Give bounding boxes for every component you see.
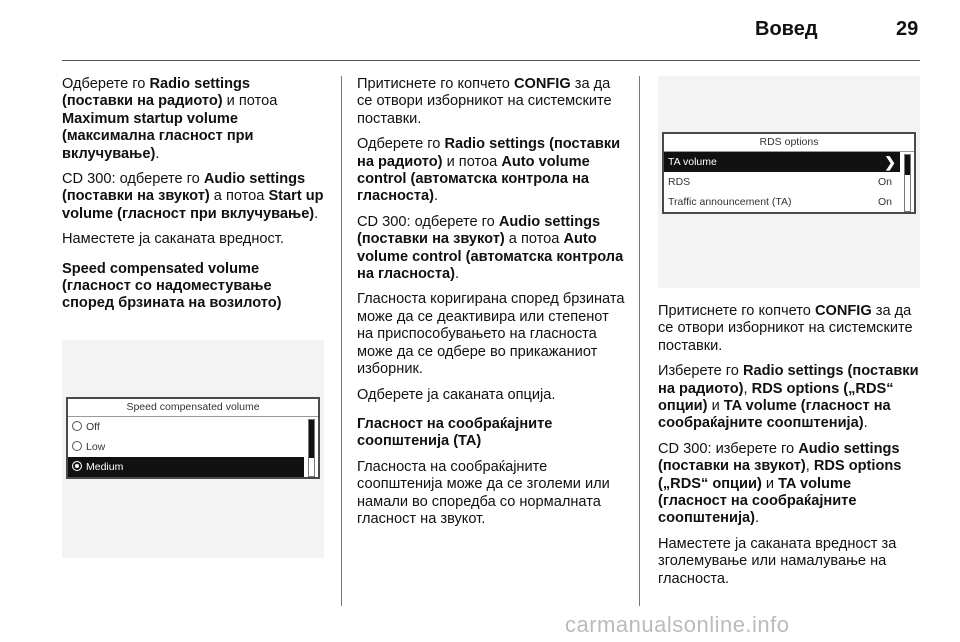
radio-unchecked-icon <box>72 441 82 451</box>
paragraph: CD 300: одберете го Audio settings (поставки на звукот) а потоа Auto volume control (автоматска контрола на гласноста). <box>357 213 624 283</box>
paragraph: Одберете го Radio settings (поставки на радиото) и потоа Maximum startup volume (максимална гласност при вклучување). <box>62 76 278 162</box>
scrollbar[interactable] <box>308 419 315 477</box>
display-screen <box>662 132 916 214</box>
menu-item-traffic-announcement[interactable]: Traffic announcement (TA) On <box>668 196 892 208</box>
column-divider-2 <box>639 76 640 606</box>
column-3 <box>658 303 923 596</box>
display-illustration-speed-volume <box>62 340 324 558</box>
scrollbar-thumb[interactable] <box>309 420 314 458</box>
column-1 <box>62 76 324 321</box>
paragraph: Притиснете го копчето CONFIG за да се отвори изборникот на системските поставки. <box>658 303 913 354</box>
paragraph: CD 300: одберете го Audio settings (поставки на звукот) а потоа Start up volume (гласност при вклучување). <box>62 171 324 222</box>
display-screen <box>66 397 320 479</box>
option-medium[interactable]: Medium <box>68 457 304 477</box>
paragraph: Наместете ја саканата вредност. <box>62 231 284 248</box>
screen-title: RDS options <box>664 134 914 152</box>
paragraph: Гласноста коригирана според брзината може да се деактивира или степенот на приспособувањето на гласноста може да се одбере во прикажаниот изборник. <box>357 291 625 378</box>
menu-item-rds[interactable]: RDS On <box>668 176 892 188</box>
column-2 <box>357 76 627 536</box>
paragraph: Одберете ја саканата опција. <box>357 386 556 403</box>
header-divider <box>62 60 920 61</box>
radio-unchecked-icon <box>72 421 82 431</box>
section-heading: Speed compensated volume (гласност со надоместување според брзината на возилото) <box>62 260 282 312</box>
option-low[interactable]: Low <box>68 437 304 457</box>
paragraph: Притиснете го копчето CONFIG за да се отвори изборникот на системските поставки. <box>357 76 612 127</box>
paragraph: Наместете ја саканата вредност за зголемување или намалување на гласноста. <box>658 535 897 587</box>
section-title: Вовед <box>755 18 818 40</box>
watermark: carmanualsonline.info <box>565 612 790 637</box>
option-off[interactable]: Off <box>68 417 304 437</box>
paragraph: Одберете го Radio settings (поставки на радиото) и потоа Auto volume control (автоматска контрола на гласноста). <box>357 136 621 205</box>
paragraph: CD 300: изберете го Audio settings (поставки на звукот), RDS options („RDS“ опции) и TA volume (гласност на сообраќајните соопштенија). <box>658 440 902 527</box>
page-number: 29 <box>896 18 919 40</box>
paragraph: Гласноста на сообраќајните соопштенија може да се зголеми или намали во споредба со нормалната гласност на звукот. <box>357 458 610 527</box>
radio-checked-icon <box>72 461 82 471</box>
scrollbar-thumb[interactable] <box>905 155 910 175</box>
scrollbar[interactable] <box>904 154 911 212</box>
display-illustration-rds-options <box>658 76 920 288</box>
chevron-right-icon: ❯ <box>884 154 896 170</box>
menu-item-ta-volume[interactable]: TA volume ❯ <box>664 152 900 172</box>
column-divider-1 <box>341 76 342 606</box>
screen-title: Speed compensated volume <box>68 399 318 417</box>
section-heading: Гласност на сообраќајните соопштенија (TA) <box>357 415 553 450</box>
paragraph: Изберете го Radio settings (поставки на радиото), RDS options („RDS“ опции) и TA volume (гласност на сообраќајните соопштенија). <box>658 363 919 432</box>
